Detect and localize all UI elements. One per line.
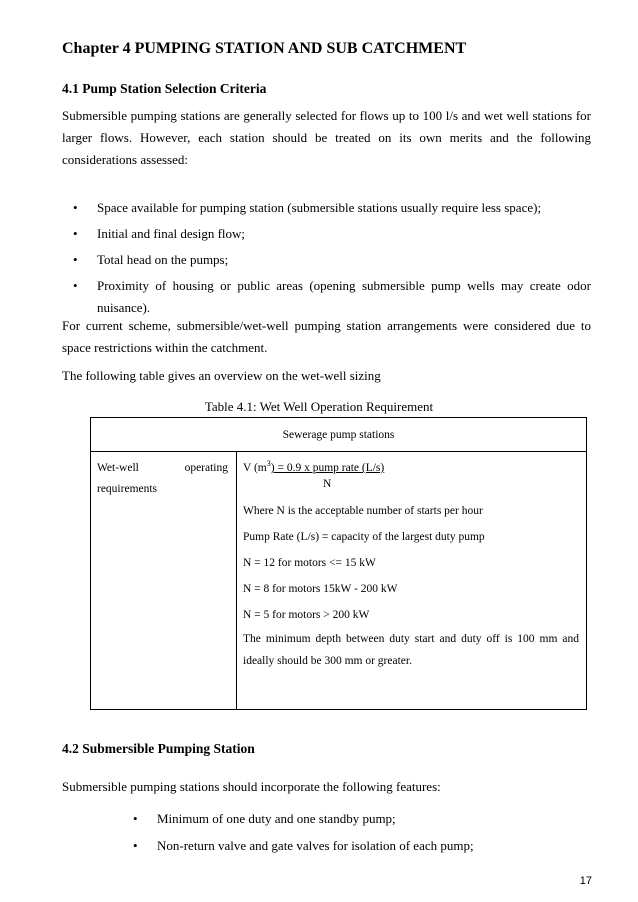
formula-lhs: V (m <box>243 461 267 474</box>
table-line: Where N is the acceptable number of starts per hour <box>243 504 483 517</box>
table-line-depth-requirement: The minimum depth between duty start and duty off is 100 mm and ideally should be 300 mm or greater. <box>243 632 579 667</box>
list-item-text: Non-return valve and gate valves for isolation of each pump; <box>157 838 474 853</box>
list-item <box>70 275 591 319</box>
list-item <box>70 223 591 245</box>
list-item <box>130 808 474 830</box>
list-item <box>130 835 474 857</box>
table-caption: Table 4.1: Wet Well Operation Requirement <box>204 399 434 414</box>
label-word: requirements <box>97 483 158 495</box>
label-word: operating <box>184 462 228 474</box>
list-item-text: Proximity of housing or public areas (opening submersible pump wells may create odor nuisance). <box>97 278 591 315</box>
section-heading-4-2: 4.2 Submersible Pumping Station <box>62 741 255 756</box>
list-item <box>70 249 591 271</box>
formula-superscript: 3 <box>266 459 271 468</box>
list-item-text: Total head on the pumps; <box>97 252 229 267</box>
scheme-paragraph: For current scheme, submersible/wet-well pumping station arrangements were considered due to space restrictions within the catchment. <box>62 318 591 355</box>
list-item <box>70 197 591 219</box>
label-word: Wet-well <box>97 462 139 474</box>
list-item-text: Minimum of one duty and one standby pump; <box>157 811 396 826</box>
volume-formula <box>243 457 579 475</box>
table-line: N = 5 for motors > 200 kW <box>243 608 370 621</box>
page-number: 17 <box>579 875 592 887</box>
table-label-cell <box>91 452 237 710</box>
bullet-icon: • <box>133 811 138 826</box>
list-item-text: Initial and final design flow; <box>97 226 246 241</box>
section-4-2-intro: Submersible pumping stations should incorporate the following features: <box>62 779 441 794</box>
list-item-text: Space available for pumping station (submersible stations usually require less space); <box>97 200 542 215</box>
selection-criteria-list <box>70 197 591 319</box>
bullet-icon: • <box>73 252 78 267</box>
formula-denominator: N <box>323 477 332 490</box>
wet-well-requirements-table <box>90 417 587 710</box>
features-list <box>130 808 474 857</box>
chapter-title: Chapter 4 PUMPING STATION AND SUB CATCHMENT <box>62 40 467 57</box>
table-line: N = 8 for motors 15kW - 200 kW <box>243 582 398 595</box>
bullet-icon: • <box>73 278 78 293</box>
bullet-icon: • <box>73 226 78 241</box>
bullet-icon: • <box>133 838 138 853</box>
table-line: N = 12 for motors <= 15 kW <box>243 556 376 569</box>
table-intro-line: The following table gives an overview on the wet-well sizing <box>62 368 381 383</box>
table-value-cell <box>237 452 587 710</box>
table-header-cell: Sewerage pump stations <box>91 418 587 452</box>
section-4-1-intro-paragraph: Submersible pumping stations are generally selected for flows up to 100 l/s and wet well stations for larger flows. However, each station should be treated on its own merits and the following considerations assessed: <box>62 108 591 167</box>
table-line: Pump Rate (L/s) = capacity of the largest duty pump <box>243 530 485 543</box>
formula-numerator: ) = 0.9 x pump rate (L/s) <box>270 461 385 474</box>
section-heading-4-1: 4.1 Pump Station Selection Criteria <box>62 81 267 96</box>
bullet-icon: • <box>73 200 78 215</box>
